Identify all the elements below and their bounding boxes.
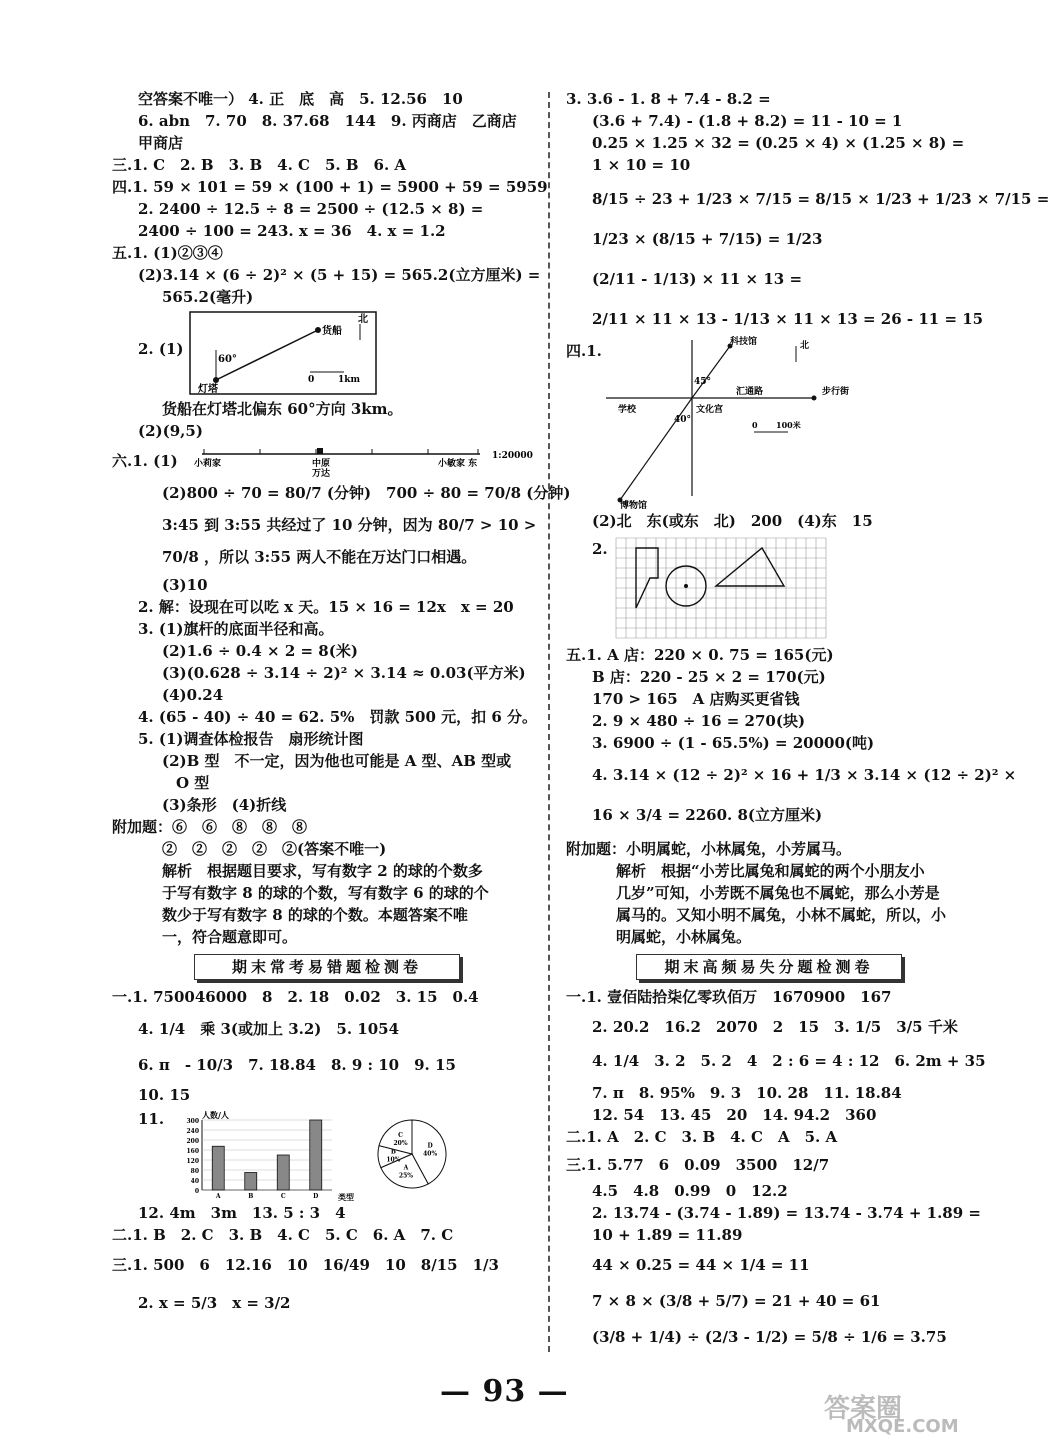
text-line: 7. π 8. 95% 9. 3 10. 28 11. 18.84 xyxy=(592,1084,902,1102)
angle-label: 60° xyxy=(218,354,237,365)
bar xyxy=(277,1155,289,1190)
pie-label: A xyxy=(403,1164,409,1172)
museum-label: 博物馆 xyxy=(620,501,648,511)
street-label: 步行街 xyxy=(822,387,850,397)
text-line: 2. 20.2 16.2 2070 2 15 3. 1/5 3/5 千米 xyxy=(592,1018,958,1036)
text-line: 4. 1/4 3. 2 5. 2 4 2 : 6 = 4 : 12 6. 2m + 35 xyxy=(592,1052,986,1070)
y-tick-label: 160 xyxy=(186,1148,199,1155)
text-line: 3. 3.6 - 1. 8 + 7.4 - 8.2 = xyxy=(566,90,771,108)
chart-title: 人数/人 xyxy=(202,1110,229,1120)
figure-label: 2. (1) xyxy=(138,340,184,358)
point-c: 万达 xyxy=(312,469,331,479)
text-line: 四.1. 59 × 101 = 59 × (100 + 1) = 5900 + 59 = 5959 xyxy=(112,178,548,196)
scale-zero: 0 xyxy=(752,420,758,430)
text-line: 三.1. 500 6 12.16 10 16/49 10 8/15 1/3 xyxy=(112,1256,499,1274)
chart-figure xyxy=(112,1108,552,1200)
text-line: 五.1. (1)②③④ xyxy=(112,244,223,262)
text-line: (2)B 型 不一定，因为他也可能是 A 型、AB 型或 xyxy=(162,752,512,770)
text-line: 1 × 10 = 10 xyxy=(592,156,691,174)
text-line: 70/8 ，所以 3:55 两人不能在万达门口相遇。 xyxy=(162,548,477,566)
pie-percent: 20% xyxy=(393,1140,408,1148)
text-line: 12. 4m 3m 13. 5 : 3 4 xyxy=(138,1204,346,1222)
figure-label: 2. xyxy=(592,540,608,558)
map-svg xyxy=(566,336,976,511)
x-tick-label: D xyxy=(313,1193,319,1200)
text-line: 几岁”可知，小芳既不属兔也不属蛇，那么小芳是 xyxy=(616,884,940,902)
text-line: 解析 根据题目要求，写有数字 2 的球的个数多 xyxy=(162,862,483,880)
text-line: 0.25 × 1.25 × 32 = (0.25 × 4) × (1.25 × 8) = xyxy=(592,134,965,152)
text-line: 二.1. A 2. C 3. B 4. C A 5. A xyxy=(566,1128,838,1146)
bar xyxy=(245,1173,257,1191)
text-line: 一.1. 壹佰陆拾柒亿零玖佰万 1670900 167 xyxy=(566,988,892,1006)
text-line: (3.6 + 7.4) - (1.8 + 8.2) = 11 - 10 = 1 xyxy=(592,112,903,130)
text-line: 3. (1)旗杆的底面半径和高。 xyxy=(138,620,334,638)
text-line: 解析 根据“小芳比属兔和属蛇的两个小朋友小 xyxy=(616,862,925,880)
text-line: 2. x = 5/3 x = 3/2 xyxy=(138,1294,291,1312)
left-column xyxy=(112,88,571,1314)
point-d: 小敏家 东 xyxy=(438,459,478,469)
angle-45: 45° xyxy=(694,377,712,387)
text-line: 565.2(毫升) xyxy=(162,288,254,306)
text-line: 2/11 × 11 × 13 - 1/13 × 11 × 13 = 26 - 11 = 15 xyxy=(592,310,984,328)
text-line: (3/8 + 1/4) ÷ (2/3 - 1/2) = 5/8 ÷ 1/6 = 3.75 xyxy=(592,1328,947,1346)
statistics-chart xyxy=(112,1108,552,1200)
text-line: 8/15 ÷ 23 + 1/23 × 7/15 = 8/15 × 1/23 + 1/23 × 7/15 = xyxy=(592,190,1049,208)
bar xyxy=(212,1146,224,1190)
text-line: 5. (1)调查体检报告 扇形统计图 xyxy=(138,730,364,748)
figure-label: 六.1. (1) xyxy=(112,452,178,470)
bar xyxy=(310,1120,322,1190)
pie-label: B xyxy=(390,1148,396,1156)
pie-percent: 25% xyxy=(398,1172,413,1180)
ship-label: 货船 xyxy=(322,326,342,337)
tech-label: 科技馆 xyxy=(730,337,758,347)
text-line: 6. abn 7. 70 8. 37.68 144 9. 丙商店 乙商店 xyxy=(138,112,517,130)
text-line: (2/11 - 1/13) × 11 × 13 = xyxy=(592,270,803,288)
text-line: 10 + 1.89 = 11.89 xyxy=(592,1226,743,1244)
text-line: B 店：220 - 25 × 2 = 170(元) xyxy=(592,668,826,686)
text-line: (3)条形 (4)折线 xyxy=(162,796,287,814)
text-line: 一，符合题意即可。 xyxy=(162,928,298,946)
text-line: 属马的。又知小明不属兔，小林不属蛇，所以，小 xyxy=(616,906,947,924)
number-line-svg xyxy=(112,444,552,478)
text-line: 7 × 8 × (3/8 + 5/7) = 21 + 40 = 61 xyxy=(592,1292,881,1310)
text-line: 数少于写有数字 8 的球的个数。本题答案不唯 xyxy=(162,906,468,924)
text-line: 16 × 3/4 = 2260. 8(立方厘米) xyxy=(592,806,823,824)
scale-100: 100米 xyxy=(776,420,801,430)
text-line: (3)10 xyxy=(162,576,208,594)
text-line: (2)北 东(或东 北) 200 (4)东 15 xyxy=(592,512,873,530)
road-label: 汇通路 xyxy=(736,387,764,397)
text-line: 10. 15 xyxy=(138,1086,191,1104)
chart-xlabel: 类型 xyxy=(338,1192,354,1202)
y-tick-label: 120 xyxy=(186,1158,199,1165)
text-line: 甲商店 xyxy=(138,134,184,152)
text-line: (4)0.24 xyxy=(162,686,224,704)
text-line: 货船在灯塔北偏东 60°方向 3km。 xyxy=(162,400,403,418)
text-line: 4. (65 - 40) ÷ 40 = 62. 5% 罚款 500 元，扣 6 分。 xyxy=(138,708,538,726)
text-line: 44 × 0.25 = 44 × 1/4 = 11 xyxy=(592,1256,810,1274)
y-tick-label: 300 xyxy=(186,1118,199,1125)
number-line-figure xyxy=(112,444,552,478)
y-tick-label: 240 xyxy=(186,1128,199,1135)
y-tick-label: 80 xyxy=(190,1168,199,1175)
x-tick-label: C xyxy=(280,1193,286,1200)
text-line: ② ② ② ② ②(答案不唯一) xyxy=(162,840,387,858)
text-line: 12. 54 13. 45 20 14. 94.2 360 xyxy=(592,1106,877,1124)
text-line: 空答案不唯一） 4. 正 底 高 5. 12.56 10 xyxy=(138,90,463,108)
figure-label: 四.1. xyxy=(566,342,602,360)
pie-label: C xyxy=(398,1132,403,1140)
section-banner: 期末常考易错题检测卷 xyxy=(194,954,460,980)
text-line: 三.1. C 2. B 3. B 4. C 5. B 6. A xyxy=(112,156,407,174)
text-line: 附加题：⑥ ⑥ ⑧ ⑧ ⑧ xyxy=(112,818,308,836)
text-line: 2. 解：设现在可以吃 x 天。15 × 16 = 12x x = 20 xyxy=(138,598,514,616)
school-label: 学校 xyxy=(618,405,637,415)
ratio-label: 1:20000 xyxy=(492,451,533,461)
text-line: 于写有数字 8 的球的个数，写有数字 6 的球的个 xyxy=(162,884,489,902)
pie-percent: 40% xyxy=(423,1150,438,1158)
pie-label: D xyxy=(427,1142,433,1150)
text-line: 3. 6900 ÷ (1 - 65.5%) = 20000(吨) xyxy=(592,734,875,752)
text-line: (2)1.6 ÷ 0.4 × 2 = 8(米) xyxy=(162,642,358,660)
text-line: 明属蛇，小林属兔。 xyxy=(616,928,752,946)
page-number: — 93 — xyxy=(440,1374,569,1409)
pie-percent: 10% xyxy=(386,1156,401,1164)
text-line: 五.1. A 店：220 × 0. 75 = 165(元) xyxy=(566,646,834,664)
map-figure xyxy=(566,336,976,511)
watermark-logo: 答案圈 xyxy=(824,1394,903,1424)
watermark-url: MXQE.COM xyxy=(846,1416,959,1437)
lighthouse-label: 灯塔 xyxy=(198,384,218,395)
text-line: (2)800 ÷ 70 = 80/7 (分钟) 700 ÷ 80 = 70/8 (分钟) xyxy=(162,484,571,502)
point-a: 小莉家 xyxy=(194,459,222,469)
grid-svg xyxy=(566,534,976,642)
text-line: 2. 2400 ÷ 12.5 ÷ 8 = 2500 ÷ (12.5 × 8) = xyxy=(138,200,484,218)
x-tick-label: A xyxy=(215,1193,221,1200)
text-line: 3:45 到 3:55 共经过了 10 分钟，因为 80/7 > 10 > xyxy=(162,516,537,534)
text-line: 2. 13.74 - (3.74 - 1.89) = 13.74 - 3.74 + 1.89 = xyxy=(592,1204,981,1222)
x-tick-label: B xyxy=(248,1193,254,1200)
right-column xyxy=(566,88,1049,1348)
culture-label: 文化宫 xyxy=(696,405,724,415)
point-b: 中原 xyxy=(312,459,331,469)
text-line: 二.1. B 2. C 3. B 4. C 5. C 6. A 7. C xyxy=(112,1226,454,1244)
y-tick-label: 0 xyxy=(194,1188,199,1195)
text-line: (2)(9,5) xyxy=(138,422,203,440)
text-line: 4. 3.14 × (12 ÷ 2)² × 16 + 1/3 × 3.14 × (12 ÷ 2)² × xyxy=(592,766,1017,784)
text-line: 三.1. 5.77 6 0.09 3500 12/7 xyxy=(566,1156,830,1174)
section-banner: 期末高频易失分题检测卷 xyxy=(636,954,902,980)
text-line: 6. π - 10/3 7. 18.84 8. 9 : 10 9. 15 xyxy=(138,1056,456,1074)
text-line: (3)(0.628 ÷ 3.14 ÷ 2)² × 3.14 ≈ 0.03(平方米) xyxy=(162,664,526,682)
scale-km: 1km xyxy=(338,375,361,385)
y-tick-label: 200 xyxy=(186,1138,199,1145)
text-line: 附加题：小明属蛇，小林属兔，小芳属马。 xyxy=(566,840,852,858)
north-label: 北 xyxy=(358,314,368,325)
text-line: 2400 ÷ 100 = 243. x = 36 4. x = 1.2 xyxy=(138,222,446,240)
angle-40: 40° xyxy=(674,415,692,425)
scale-zero: 0 xyxy=(308,375,315,385)
text-line: 一.1. 750046000 8 2. 18 0.02 3. 15 0.4 xyxy=(112,988,479,1006)
grid-figure xyxy=(566,534,976,642)
text-line: 170 > 165 A 店购买更省钱 xyxy=(592,690,800,708)
figure-label: 11. xyxy=(138,1110,165,1128)
text-line: 1/23 × (8/15 + 7/15) = 1/23 xyxy=(592,230,823,248)
north-label: 北 xyxy=(800,341,810,351)
text-line: 2. 9 × 480 ÷ 16 = 270(块) xyxy=(592,712,806,730)
y-tick-label: 40 xyxy=(190,1178,199,1185)
lighthouse-figure xyxy=(112,310,552,396)
text-line: O 型 xyxy=(176,774,210,792)
text-line: (2)3.14 × (6 ÷ 2)² × (5 + 15) = 565.2(立方厘米) = xyxy=(138,266,541,284)
text-line: 4.5 4.8 0.99 0 12.2 xyxy=(592,1182,788,1200)
text-line: 4. 1/4 乘 3(或加上 3.2) 5. 1054 xyxy=(138,1020,400,1038)
